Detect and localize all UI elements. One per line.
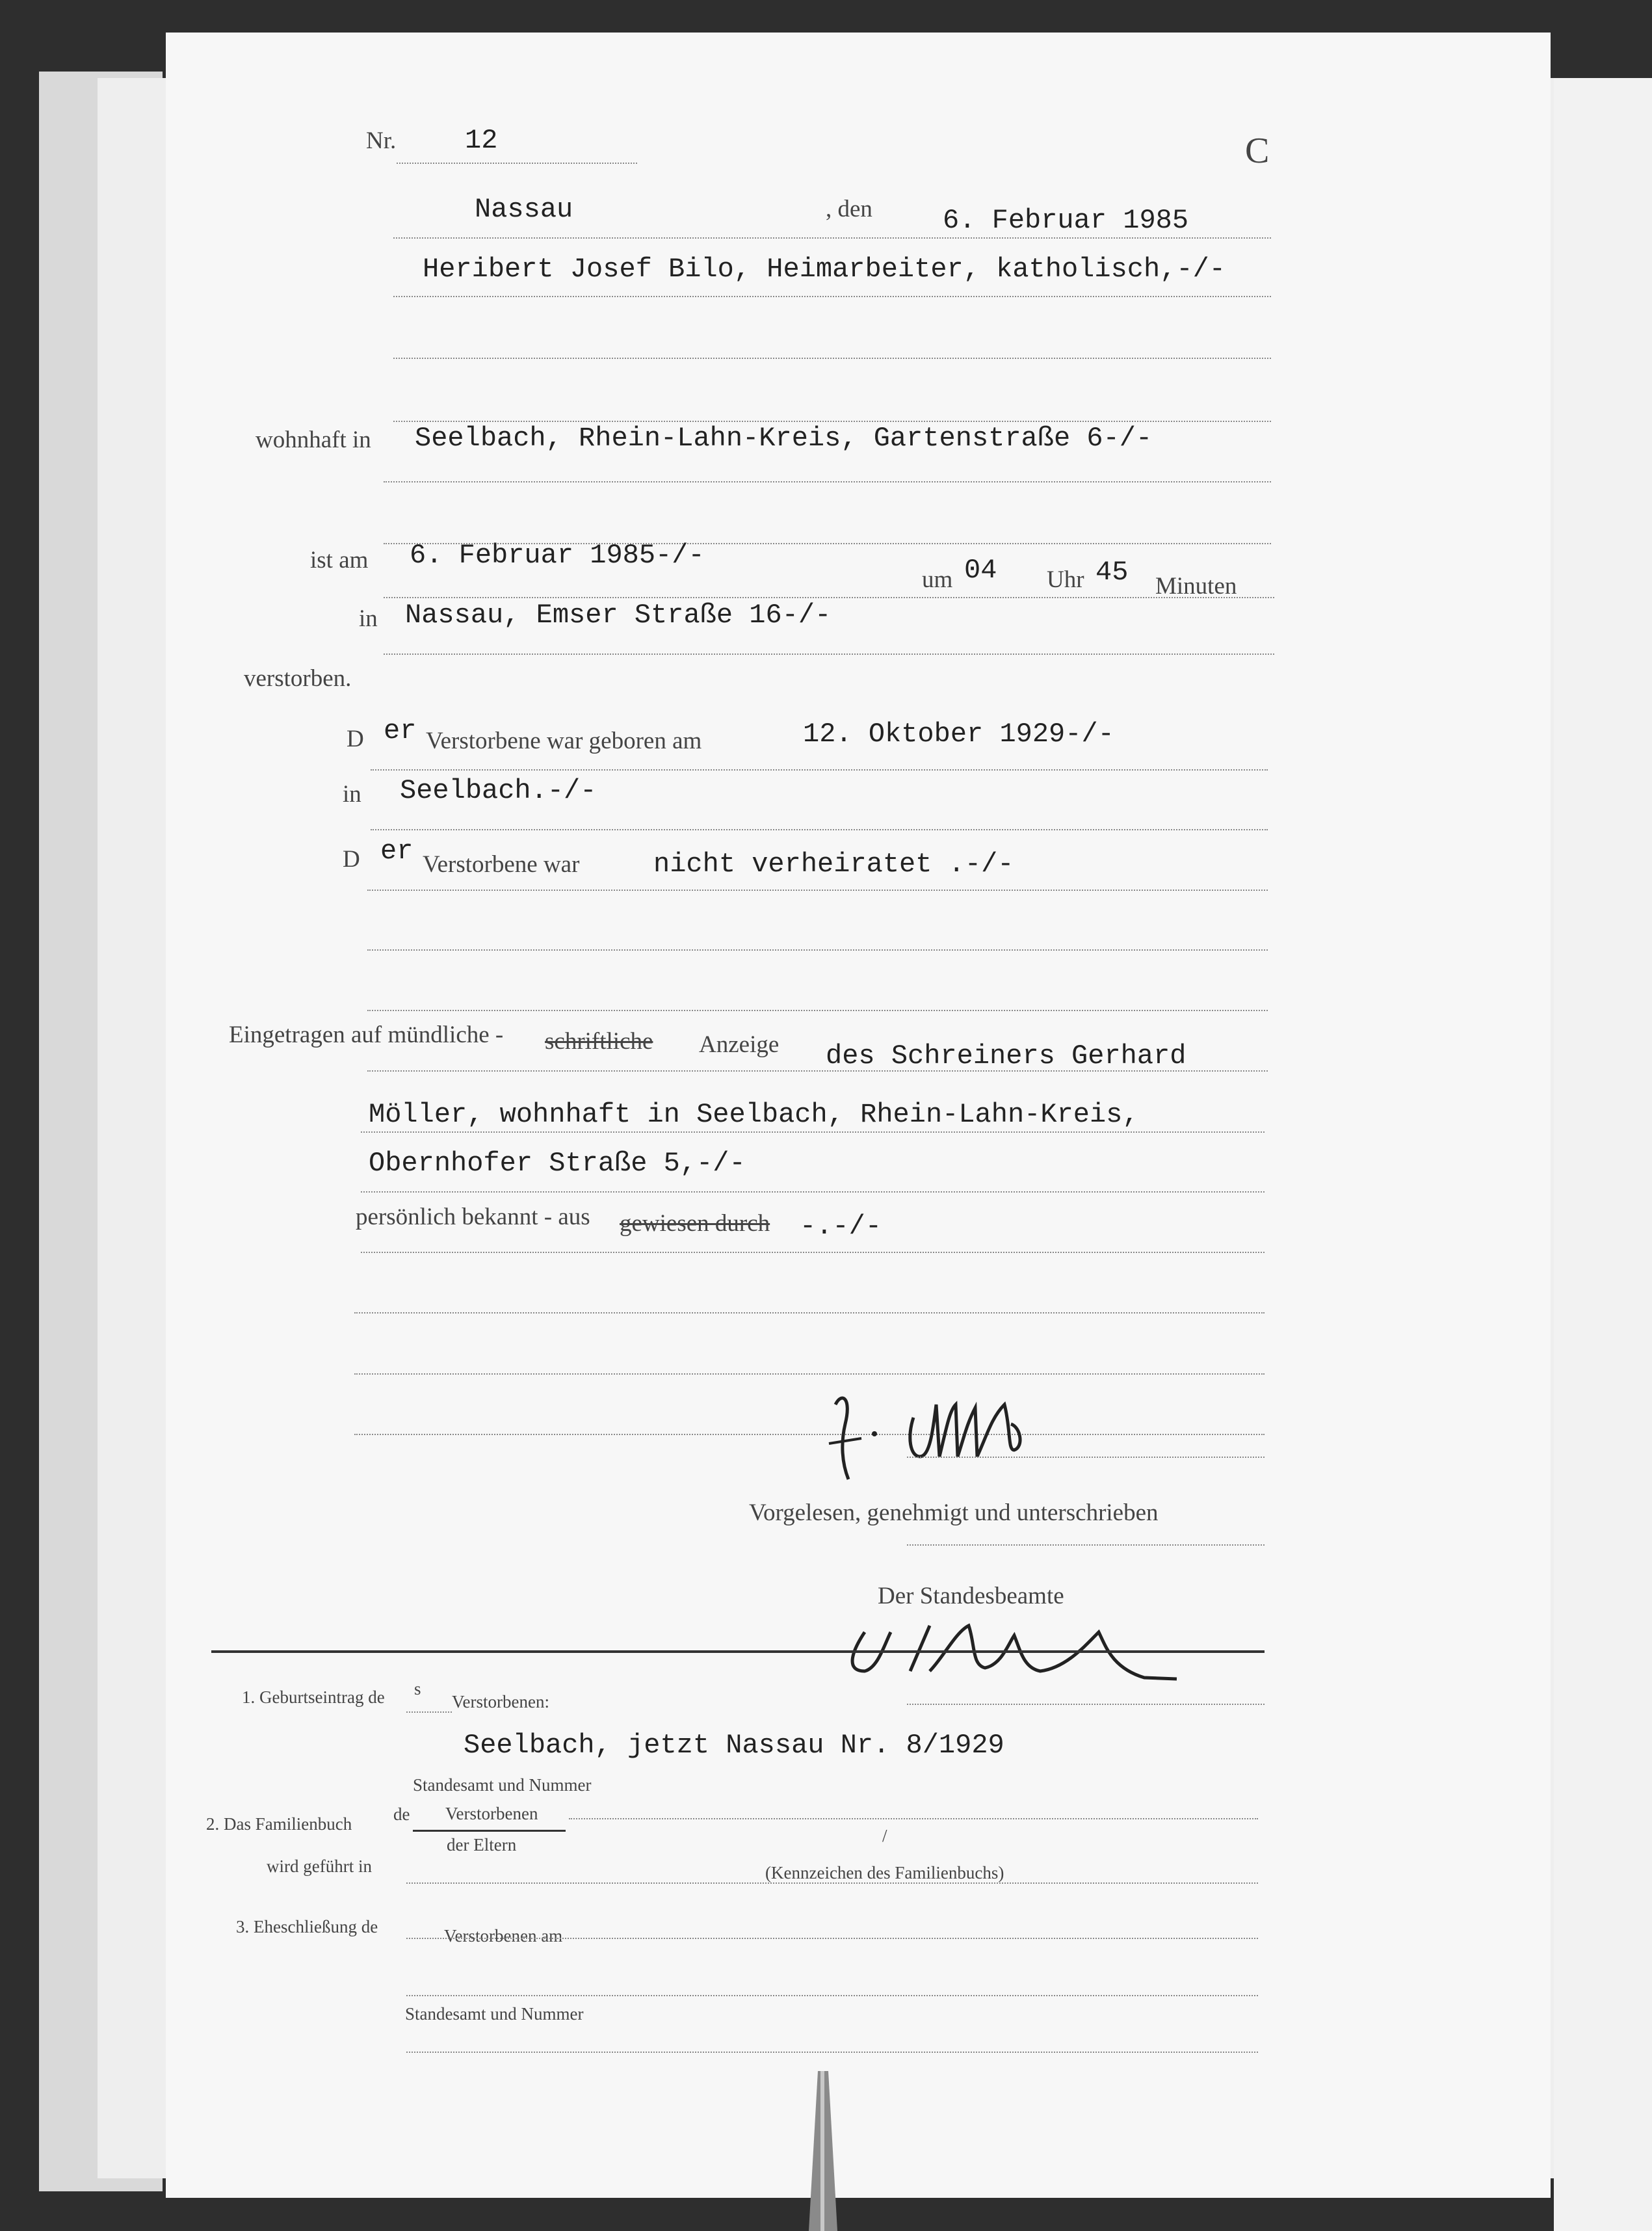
note1-line [569,1818,1258,1819]
note1-label2: Verstorbenen: [452,1692,549,1711]
note3-line-1 [406,1938,1258,1939]
marital-d-label: D [343,846,360,873]
informant-signature [816,1366,1089,1496]
birth-place: Seelbach.-/- [400,775,597,806]
registration-label-suffix: Anzeige [699,1031,780,1058]
known-label: persönlich bekannt - aus [356,1204,590,1230]
birth-in-label: in [343,781,361,808]
note2-label: 2. Das Familienbuch [206,1814,352,1834]
residence-value: Seelbach, Rhein-Lahn-Kreis, Gartenstraße 6-/- [415,423,1153,454]
marital-er-suffix: er [380,836,413,867]
note1-short-line [406,1711,452,1713]
registration-line1: des Schreiners Gerhard [826,1040,1187,1072]
birth-date: 12. Oktober 1929-/- [803,719,1114,750]
person-line-2 [393,358,1271,359]
nr-line [397,163,637,164]
den-label: , den [826,196,872,222]
note3-sub: Standesamt und Nummer [405,2004,584,2024]
known-line-1 [354,1312,1265,1314]
marital-line-2 [367,949,1268,951]
registration-label-prefix: Eingetragen auf mündliche - [229,1022,504,1048]
registration-line2: Möller, wohnhaft in Seelbach, Rhein-Lahn-Kreis, [369,1099,1139,1130]
registration-line3: Obernhofer Straße 5,-/- [369,1148,746,1179]
note1-value: Seelbach, jetzt Nassau Nr. 8/1929 [464,1730,1004,1761]
place-date-line [393,237,1271,239]
marital-line-1 [367,890,1268,891]
place-value: Nassau [475,194,573,225]
marital-label: Verstorbene war [423,851,580,878]
person-line-1 [393,296,1271,297]
verstorben-label: verstorben. [244,665,352,692]
registration-line-3 [361,1252,1265,1253]
birth-er-suffix: er [384,715,417,746]
registration-line-2 [361,1191,1265,1193]
marital-value: nicht verheiratet .-/- [653,849,1014,880]
note1-suffix: s [414,1679,421,1698]
minuten-label: Minuten [1155,573,1237,600]
birth-d-label: D [347,726,364,752]
registrar-line [907,1704,1265,1705]
register-letter: C [1245,131,1270,171]
note2-value: Verstorbenen [445,1804,538,1823]
death-hour: 04 [964,555,997,586]
known-line-3 [354,1434,1265,1435]
notes-separator [211,1650,1265,1653]
registration-line-1 [361,1131,1265,1133]
facing-page [1554,78,1652,2231]
ist-am-label: ist am [310,547,369,574]
note1-sub: Standesamt und Nummer [413,1775,592,1795]
pen-object [804,2071,843,2231]
known-value: -.-/- [800,1211,882,1242]
known-struck: gewiesen durch [620,1210,770,1237]
death-date-line [384,597,1274,598]
death-place-line [384,653,1274,655]
note3-line-3 [406,2052,1258,2053]
birth-place-line [371,829,1268,830]
note2-de: de [393,1804,410,1824]
um-label: um [922,566,953,593]
document-page [166,33,1551,2198]
note2-eltern: der Eltern [447,1835,517,1855]
death-date: 6. Februar 1985-/- [410,540,705,571]
death-minutes: 45 [1095,557,1129,588]
registrar-label: Der Standesbeamte [878,1583,1064,1609]
known-line-2 [354,1373,1265,1375]
person-name: Heribert Josef Bilo, Heimarbeiter, katholisch,-/- [423,254,1226,285]
person-line-3 [393,421,1271,422]
marital-line-3 [367,1010,1268,1011]
date-value: 6. Februar 1985 [943,205,1189,236]
approval-sign-line [907,1457,1265,1458]
birth-date-line [371,769,1268,771]
residence-label: wohnhaft in [256,427,371,453]
nr-value: 12 [465,125,498,156]
approval-label: Vorgelesen, genehmigt und unterschrieben [749,1499,1159,1526]
death-in-label: in [359,605,378,632]
approval-line [907,1544,1265,1546]
note3-label: 3. Eheschließung de [236,1917,378,1936]
nr-label: Nr. [366,127,397,154]
note3-value: Verstorbenen am [444,1926,563,1946]
note1-label: 1. Geburtseintrag de [242,1687,385,1707]
note3-line-2 [406,1995,1258,1996]
note2-wird: wird geführt in [267,1856,372,1876]
birth-label: Verstorbene war geboren am [426,728,702,754]
note2-slash: / [882,1826,887,1845]
note2-underline [413,1830,566,1832]
death-place: Nassau, Emser Straße 16-/- [405,600,832,631]
note2-sub: (Kennzeichen des Familienbuchs) [765,1863,1004,1882]
residence-line-1 [384,481,1271,482]
uhr-label: Uhr [1047,566,1084,593]
registration-label-struck: schriftliche [545,1028,653,1055]
registrar-signature [839,1606,1190,1691]
